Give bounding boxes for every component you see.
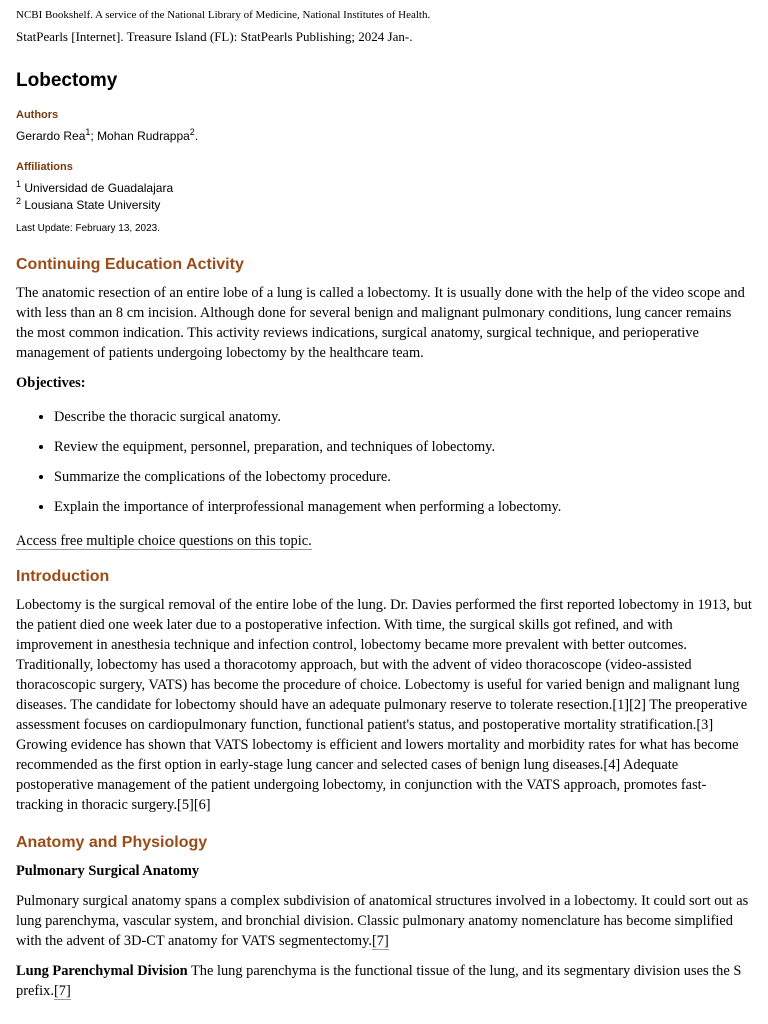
reference-link[interactable]: [7] <box>53 983 71 999</box>
author-separator: . <box>194 129 199 143</box>
objectives-list <box>16 407 752 517</box>
publication-citation: StatPearls [Internet]. Treasure Island (FL): StatPearls Publishing; 2024 Jan-. <box>16 29 413 44</box>
parenchymal-division-text: The lung parenchyma is the functional tissue of the lung, and its segmentary division uses the S prefix. <box>16 963 742 999</box>
last-update: Last Update: February 13, 2023. <box>16 223 160 234</box>
pulmonary-anatomy-text: Pulmonary surgical anatomy spans a complex subdivision of anatomical structures involved in a lobectomy. It could sort out as lung parenchyma, vascular system, and bronchial division. Classic pulmonary anatomy nomenclature has become simplified with the advent of 3D-CT anatomy for VATS segmentectomy. <box>16 893 749 949</box>
affiliation-text: Universidad de Guadalajara <box>24 181 174 195</box>
parenchymal-division-label: Lung Parenchymal Division <box>16 963 188 979</box>
introduction-heading: Introduction <box>16 568 110 585</box>
affiliations-list <box>16 180 752 214</box>
author-link-rea[interactable]: Gerardo Rea <box>16 129 86 143</box>
author-link-rudrappa[interactable]: Mohan Rudrappa <box>97 129 190 143</box>
author-affiliation-marker: 1 <box>85 127 91 137</box>
anatomy-section <box>16 833 752 1001</box>
objective-item: • Describe the thoracic surgical anatomy. <box>54 407 752 427</box>
reference-link[interactable]: [7] <box>371 933 389 949</box>
objective-item: • Summarize the complications of the lobectomy procedure. <box>54 467 752 487</box>
authors-label: Authors <box>16 109 59 121</box>
anatomy-heading: Anatomy and Physiology <box>16 834 208 851</box>
parenchymal-division-paragraph <box>16 961 752 1001</box>
affiliation-marker: 1 <box>16 179 22 189</box>
ce-activity-section <box>16 255 752 551</box>
objectives-label: Objectives: <box>16 375 86 391</box>
objective-item: • Review the equipment, personnel, preparation, and techniques of lobectomy. <box>54 437 752 457</box>
author-separator: ; <box>90 129 98 143</box>
authors-list <box>16 128 752 144</box>
affiliations-label: Affiliations <box>16 161 73 173</box>
pulmonary-anatomy-paragraph <box>16 891 752 951</box>
objective-item: • Explain the importance of interprofessional management when performing a lobectomy. <box>54 497 752 517</box>
mcq-link-paragraph <box>16 531 752 551</box>
page-title: Lobectomy <box>16 70 118 91</box>
bookshelf-notice: NCBI Bookshelf. A service of the National Library of Medicine, National Institutes of Health. <box>16 9 431 21</box>
affiliation-item <box>16 180 752 197</box>
affiliation-text: Lousiana State University <box>24 198 161 212</box>
introduction-paragraph: Lobectomy is the surgical removal of the entire lobe of the lung. Dr. Davies performed the first reported lobectomy in 1913, but the patient died one week later due to a postoperative infection. With time, the surgical skills got refined, and with improvement in anesthesia technique and infection control, lobectomy became more prevalent with better outcomes. Traditionally, lobectomy has used a thoracotomy approach, but with the advent of video thoracoscope (video-assisted thoracoscopic surgery, VATS) has become the procedure of choice. Lobectomy is useful for varied benign and malignant lung diseases. The candidate for lobectomy should have an adequate pulmonary reserve to tolerate resection.[1][2] The preoperative assessment focuses on cardiopulmonary function, functional patient's status, and postoperative mortality stratification.[3] Growing evidence has shown that VATS lobectomy is efficient and lowers mortality and morbidity rates for what has become recommended as the first option in early-stage lung cancer and selected cases of benign lung diseases.[4] Adequate postoperative management of the patient undergoing lobectomy, in conjunction with the VATS approach, promotes fast-tracking in thoracic surgery.[5][6] <box>16 597 752 813</box>
affiliations-section <box>16 160 752 214</box>
mcq-link[interactable]: Access free multiple choice questions on this topic. <box>16 533 312 549</box>
introduction-section <box>16 567 752 815</box>
author-affiliation-marker: 2 <box>189 127 195 137</box>
authors-section <box>16 108 752 144</box>
ce-activity-paragraph: The anatomic resection of an entire lobe of a lung is called a lobectomy. It is usually done with the help of the video scope and with less than an 8 cm incision. Although done for several benign and malignant pulmonary conditions, lung cancer remains the most common indication. This activity reviews indications, surgical anatomy, surgical technique, and perioperative management of patients undergoing lobectomy by the healthcare team. <box>16 285 745 361</box>
pulmonary-anatomy-subheading: Pulmonary Surgical Anatomy <box>16 863 200 879</box>
affiliation-marker: 2 <box>16 196 22 206</box>
affiliation-item <box>16 197 752 214</box>
ce-activity-heading: Continuing Education Activity <box>16 256 244 273</box>
